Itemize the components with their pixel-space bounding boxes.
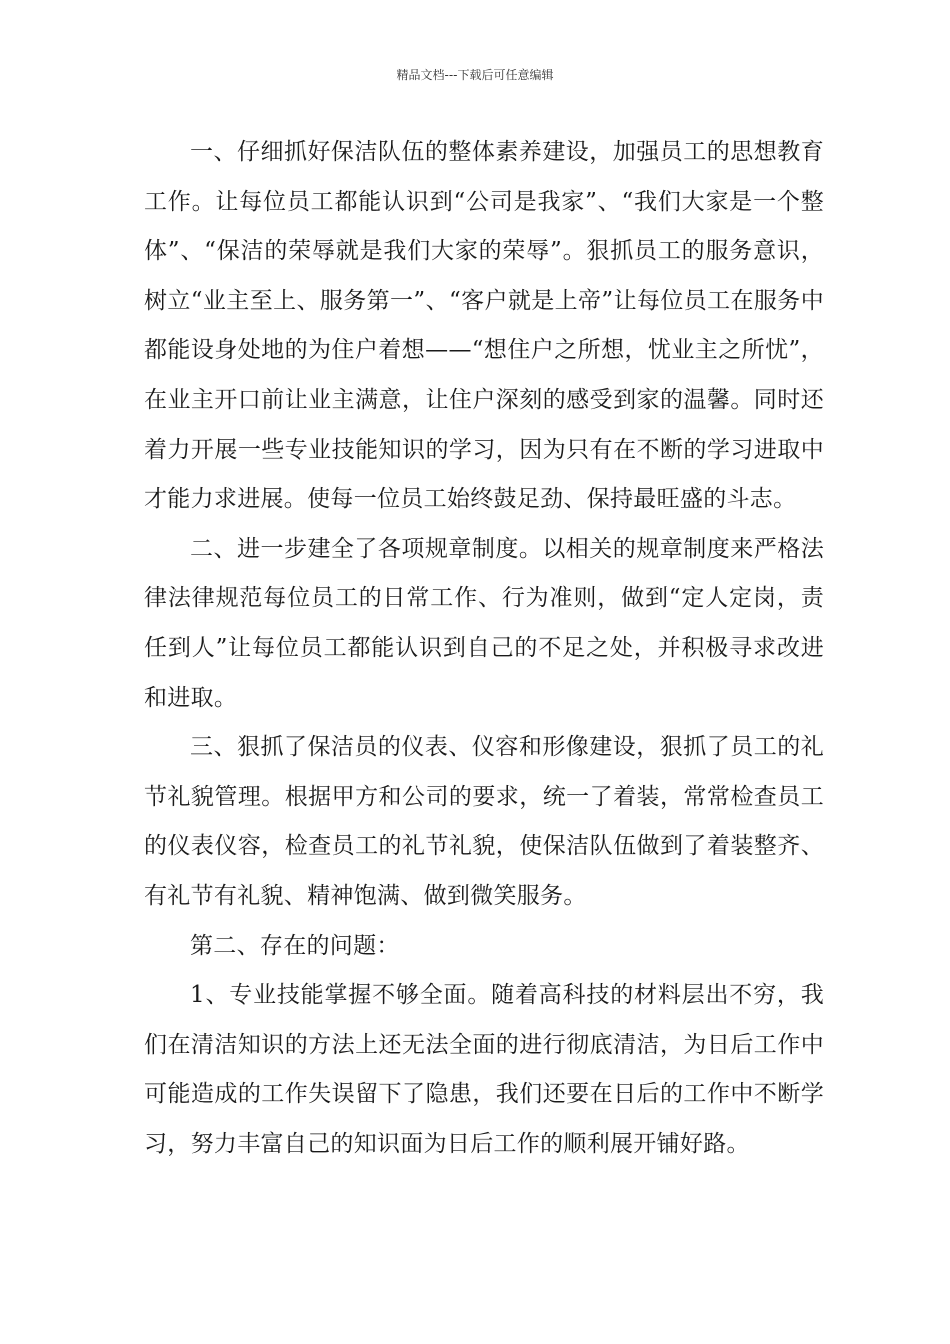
- section-heading-problems: 第二、存在的问题：: [190, 932, 400, 959]
- paragraph-3: 三、狠抓了保洁员的仪表、仪容和形像建设，狠抓了员工的礼节礼貌管理。根据甲方和公司的要求，统一了着装，常常检查员工的仪表仪容，检查员工的礼节礼貌，使保洁队伍做到了着装整齐、有礼节有礼貌、精神饱满、做到微笑服务。: [144, 734, 824, 909]
- paragraph-4: 1、专业技能掌握不够全面。随着高科技的材料层出不穷，我们在清洁知识的方法上还无法全面的进行彻底清洁，为日后工作中可能造成的工作失误留下了隐患，我们还要在日后的工作中不断学习，努力丰富自己的知识面为日后工作的顺利展开铺好路。: [144, 982, 824, 1157]
- paragraph-1: 一、仔细抓好保洁队伍的整体素养建设，加强员工的思想教育工作。让每位员工都能认识到“公司是我家”、“我们大家是一个整体”、“保洁的荣辱就是我们大家的荣辱”。狠抓员工的服务意识，树立“业主至上、服务第一”、“客户就是上帝”让每位员工在服务中都能设身处地的为住户着想——“想住户之所想，忧业主之所忧”，在业主开口前让业主满意，让住户深刻的感受到家的温馨。同时还着力开展一些专业技能知识的学习，因为只有在不断的学习进取中才能力求进展。使每一位员工始终鼓足劲、保持最旺盛的斗志。: [144, 139, 824, 513]
- document-body: [144, 128, 824, 1169]
- paragraph-2: 二、进一步建全了各项规章制度。以相关的规章制度来严格法律法律规范每位员工的日常工作、行为准则，做到“定人定岗，责任到人”让每位员工都能认识到自己的不足之处，并积极寻求改进和进取。: [144, 535, 824, 711]
- page-header: 精品文档---下载后可任意编辑: [396, 68, 554, 82]
